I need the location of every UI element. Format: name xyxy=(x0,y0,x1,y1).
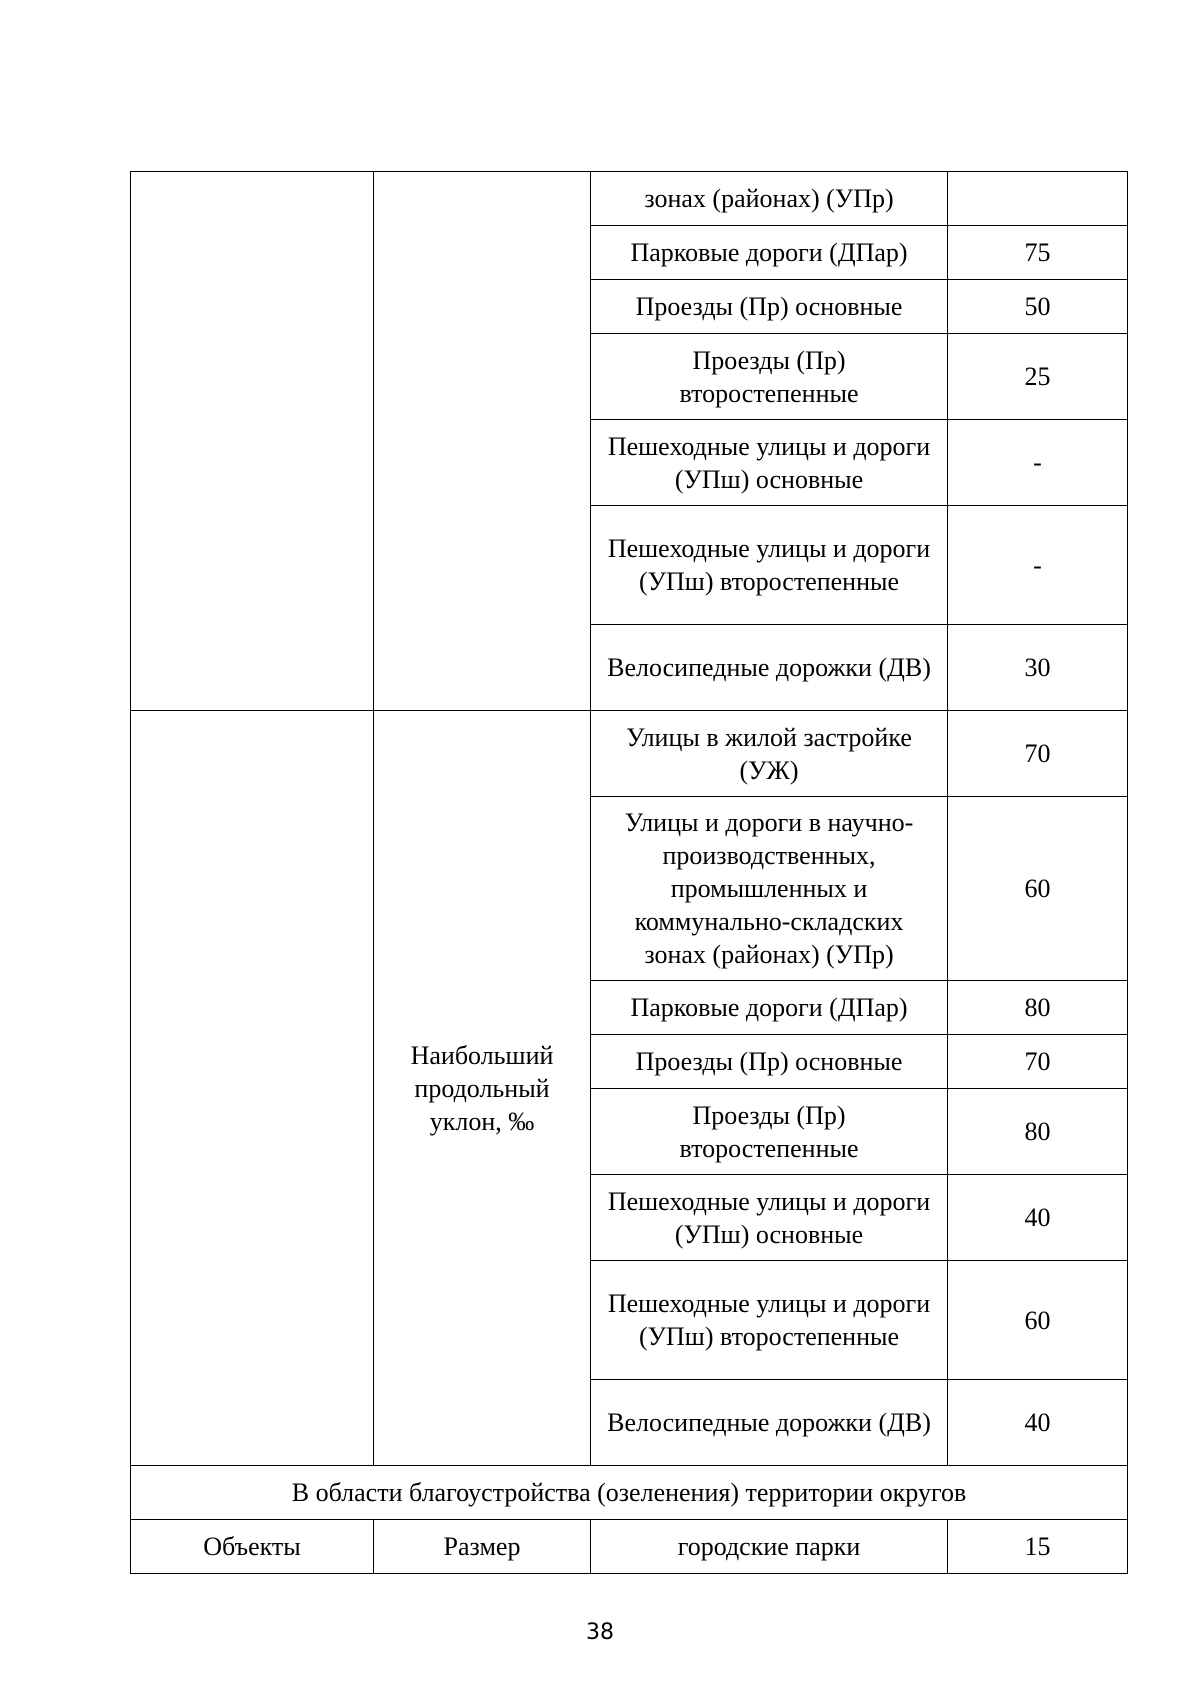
value-cell: 70 xyxy=(948,1035,1128,1089)
value-cell: 40 xyxy=(948,1380,1128,1466)
road-type-cell: Проезды (Пр) второстепенные xyxy=(591,1089,948,1175)
road-type-cell: Пешеходные улицы и дороги (УПш) второстепенные xyxy=(591,506,948,625)
value-cell: - xyxy=(948,506,1128,625)
size-cell: Размер xyxy=(374,1520,591,1574)
value-cell: 50 xyxy=(948,280,1128,334)
road-type-cell: Проезды (Пр) основные xyxy=(591,280,948,334)
value-cell: 40 xyxy=(948,1175,1128,1261)
road-type-cell: Проезды (Пр) основные xyxy=(591,1035,948,1089)
value-cell: 70 xyxy=(948,711,1128,797)
road-type-cell: Велосипедные дорожки (ДВ) xyxy=(591,1380,948,1466)
objects-cell: Объекты xyxy=(131,1520,374,1574)
road-type-cell: Улицы в жилой застройке (УЖ) xyxy=(591,711,948,797)
road-type-cell: Парковые дороги (ДПар) xyxy=(591,981,948,1035)
value-cell: 60 xyxy=(948,797,1128,981)
road-type-cell: Проезды (Пр) второстепенные xyxy=(591,334,948,420)
road-type-cell: Улицы и дороги в научно-производственных, промышленных и коммунально-складских зонах (районах) (УПр) xyxy=(591,797,948,981)
road-type-cell: Парковые дороги (ДПар) xyxy=(591,226,948,280)
table-row xyxy=(131,1520,1128,1574)
value-cell: 25 xyxy=(948,334,1128,420)
value-cell xyxy=(948,172,1128,226)
road-type-cell: Велосипедные дорожки (ДВ) xyxy=(591,625,948,711)
parameter-cell: Наибольший продольный уклон, ‰ xyxy=(374,711,591,1466)
road-type-cell: Пешеходные улицы и дороги (УПш) второстепенные xyxy=(591,1261,948,1380)
section-row xyxy=(131,1466,1128,1520)
table-row xyxy=(131,711,1128,797)
value-cell: 80 xyxy=(948,1089,1128,1175)
road-type-cell: Пешеходные улицы и дороги (УПш) основные xyxy=(591,420,948,506)
empty-cell xyxy=(131,711,374,1466)
road-type-cell: зонах (районах) (УПр) xyxy=(591,172,948,226)
value-cell: 15 xyxy=(948,1520,1128,1574)
road-type-cell: Пешеходные улицы и дороги (УПш) основные xyxy=(591,1175,948,1261)
section-title: В области благоустройства (озеленения) территории округов xyxy=(131,1466,1128,1520)
value-cell: 75 xyxy=(948,226,1128,280)
norms-table xyxy=(130,171,1128,1574)
empty-cell xyxy=(374,172,591,711)
parks-cell: городские парки xyxy=(591,1520,948,1574)
page-number: 38 xyxy=(586,1620,614,1645)
value-cell: 60 xyxy=(948,1261,1128,1380)
table-row xyxy=(131,172,1128,226)
empty-cell xyxy=(131,172,374,711)
value-cell: 80 xyxy=(948,981,1128,1035)
value-cell: - xyxy=(948,420,1128,506)
value-cell: 30 xyxy=(948,625,1128,711)
